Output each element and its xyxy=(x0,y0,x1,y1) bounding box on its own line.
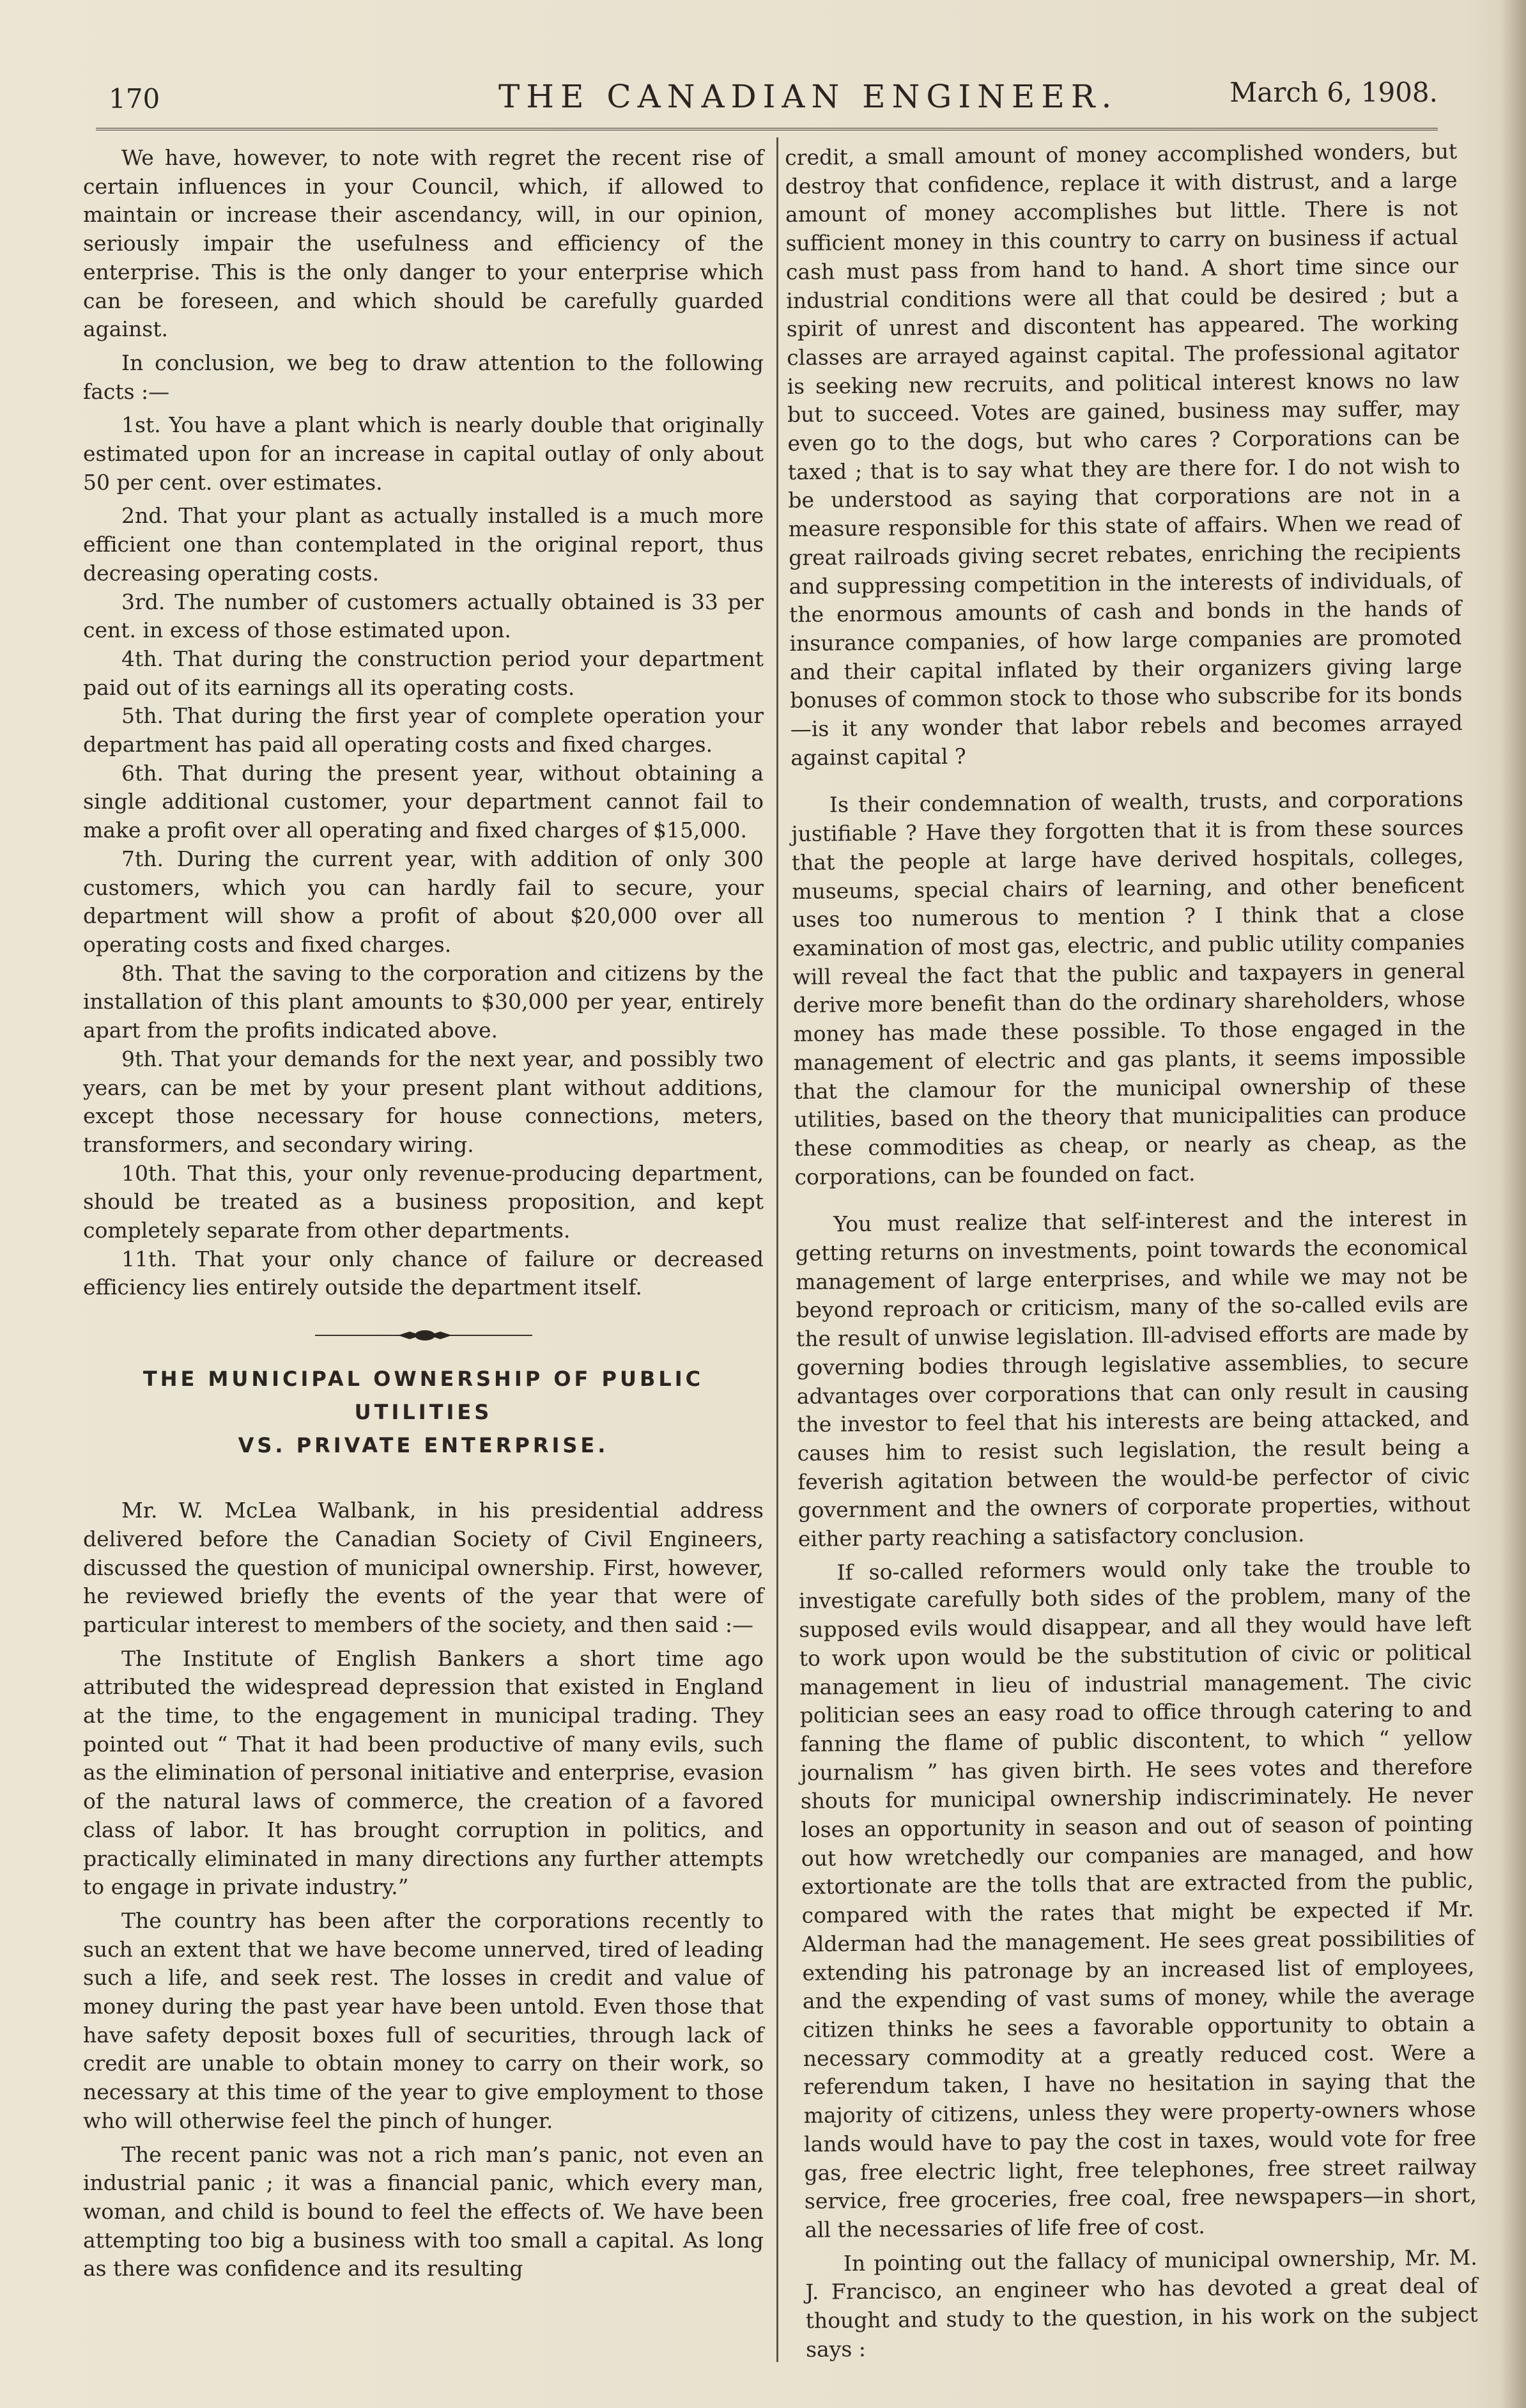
fact-item: 7th. During the current year, with addition of only 300 customers, which you can hardly fail to secure, your department will show a profit of about $20,000 over all operating costs and fixed charges. xyxy=(83,846,764,957)
section-title-line-1: THE MUNICIPAL OWNERSHIP OF PUBLIC UTILITIES xyxy=(143,1367,704,1425)
issue-date: March 6, 1908. xyxy=(1229,77,1438,108)
fact-item: 9th. That your demands for the next year, and possibly two years, can be met by your present plant without additions, except those necessary for house connections, meters, transformers, and secondary wiring. xyxy=(83,1046,764,1157)
fact-item: 10th. That this, your only revenue-producing department, should be treated as a business proposition, and kept completely separate from other departments. xyxy=(83,1160,764,1243)
column-divider xyxy=(776,137,778,2362)
journal-title: THE CANADIAN ENGINEER. xyxy=(498,78,1118,115)
fact-item: 5th. That during the first year of complete operation your department has paid all operating costs and fixed charges. xyxy=(83,703,764,757)
section-title-line-2: VS. PRIVATE ENTERPRISE. xyxy=(238,1433,609,1458)
fact-item: 3rd. The number of customers actually obtained is 33 per cent. in excess of those estimated upon. xyxy=(83,589,764,643)
title-spacer xyxy=(83,1462,764,1496)
page-number: 170 xyxy=(109,83,160,114)
paragraph: Is their condemnation of wealth, trusts, and corporations justifiable ? Have they forgotten that it is from these sources that the people at large have derived hospitals, colleges, museums, special chairs of learning, and other beneficent uses too numerous to mention ? I think that a close examination of most gas, electric, and public utility companies will reveal the fact that the public and taxpayers in general derive more benefit than do the ordinary shareholders, whose money has made these possible. To those engaged in the management of electric and gas plants, it seems impossible that the clamour for the municipal ownership of these utilities, based on the theory that municipalities can produce these commodities as cheap, or nearly as cheap, as the corporations, can be founded on fact. xyxy=(791,786,1467,1190)
fact-item: 6th. That during the present year, without obtaining a single additional customer, your department cannot fail to make a profit over all operating and fixed charges of $15,000. xyxy=(83,760,764,843)
left-column xyxy=(83,144,764,2283)
fact-item: 11th. That your only chance of failure or decreased efficiency lies entirely outside the department itself. xyxy=(83,1246,764,1300)
paragraph: You must realize that self-interest and the interest in getting returns on investments, point towards the economical management of large enterprises, and while we may not be beyond reproach or criticism, many of the so-called evils are the result of unwise legislation. Ill-advised efforts are made by governing bodies through legislative assemblies, to secure advantages over corporations that can only result in causing the investor to feel that his interests are being attacked, and causes him to resist such legislation, the result being a feverish agitation between the would-be perfector of civic government and the owners of corporate properties, without either party reaching a satisfactory conclusion. xyxy=(795,1206,1470,1551)
right-column xyxy=(785,137,1478,2364)
paragraph: credit, a small amount of money accomplished wonders, but destroy that confidence, replace it with distrust, and a large amount of money accomplishes but little. There is not sufficient money in this country to carry on business if actual cash must pass from hand to hand. A short time since our industrial conditions were all that could be desired ; but a spirit of unrest and discontent has appeared. The working classes are arrayed against capital. The professional agitator is seeking new recruits, and political interest knows no law but to succeed. Votes are gained, business may suffer, may even go to the dogs, but who cares ? Corporations can be taxed ; that is to say what they are there for. I do not wish to be understood as saying that corporations are not in a measure responsible for this state of affairs. When we read of great railroads giving secret rebates, enriching the recipients and suppressing competition in the interests of individuals, of the enormous amounts of cash and bonds in the hands of insurance companies, of how large companies are promoted and their capital inflated by their organizers giving large bonuses of common stock to those who subscribe for its bonds—is it any wonder that labor rebels and becomes arrayed against capital ? xyxy=(785,138,1463,770)
section-ornament xyxy=(315,1328,532,1343)
paragraph: The Institute of English Bankers a short time ago attributed the widespread depression that existed in England at the time, to the engagement in municipal trading. They pointed out “ That it had been productive of many evils, such as the elimination of personal initiative and enterprise, evasion of the natural laws of commerce, the creation of a favored class of labor. It has brought corruption in politics, and practically eliminated in many directions any further attempts to engage in private industry.” xyxy=(83,1645,764,1900)
page-header xyxy=(109,70,1438,121)
paragraph: The recent panic was not a rich man’s panic, not even an industrial panic ; it was a financial panic, which every man, woman, and child is bound to feel the effects of. We have been attempting too big a business with too small a capital. As long as there was confidence and its resulting xyxy=(83,2141,764,2281)
paragraph: The country has been after the corporations recently to such an extent that we have become unnerved, tired of leading such a life, and seek rest. The losses in credit and value of money during the past year have been untold. Even those that have safety deposit boxes full of securities, through lack of credit are unable to obtain money to carry on their work, so necessary at this time of the year to give employment to those who will otherwise feel the pinch of hunger. xyxy=(83,1907,764,2133)
header-rule xyxy=(96,128,1438,130)
fact-item: 4th. That during the construction period your department paid out of its earnings all its operating costs. xyxy=(83,646,764,700)
paragraph: Mr. W. McLea Walbank, in his presidential address delivered before the Canadian Society of Civil Engineers, discussed the question of municipal ownership. First, however, he reviewed briefly the events of the year that were of particular interest to members of the society, and then said :— xyxy=(83,1498,764,1637)
paragraph: In pointing out the fallacy of municipal ownership, Mr. M. J. Francisco, an engineer who has devoted a great deal of thought and study to the question, in his work on the subject says : xyxy=(805,2244,1478,2362)
paragraph: We have, however, to note with regret the recent rise of certain influences in your Council, which, if allowed to maintain or increase their ascendancy, will, in our opinion, seriously impair the usefulness and efficiency of the enterprise. This is the only danger to your enterprise which can be foreseen, and which should be carefully guarded against. xyxy=(83,145,764,342)
paragraph: If so-called reformers would only take the trouble to investigate carefully both sides of the problem, many of the supposed evils would disappear, and all they would have left to work upon would be the substitution of civic or political management in lieu of industrial management. The civic politician sees an easy road to office through catering to and fanning the flame of public discontent, to which “ yellow journalism ” has given birth. He sees votes and therefore shouts for municipal ownership indiscriminately. He never loses an opportunity in season and out of season of pointing out how wretchedly our companies are managed, and how extortionate are the tolls that are extracted from the public, compared with the rates that might be expected if Mr. Alderman had the management. He sees great possibilities of extending his patronage by an increased list of employees, and the expending of vast sums of money, while the average citizen thinks he sees a favorable opportunity to obtain a necessary commodity at a greatly reduced cost. Were a referendum taken, I have no hesitation in saying that the majority of citizens, unless they were property-owners whose lands would have to pay the cost in taxes, would vote for free gas, free electric light, free telephones, free street railway service, free groceries, free coal, free newspapers—in short, all the necessaries of life free of cost. xyxy=(798,1553,1477,2242)
paragraph: In conclusion, we beg to draw attention to the following facts :— xyxy=(83,350,764,404)
fact-item: 8th. That the saving to the corporation and citizens by the installation of this plant amounts to $30,000 per year, entirely apart from the profits indicated above. xyxy=(83,960,764,1043)
page-edge-shadow xyxy=(1500,0,1526,2408)
fact-item: 2nd. That your plant as actually installed is a much more efficient one than contemplated in the original report, thus decreasing operating costs. xyxy=(83,503,764,586)
fact-item: 1st. You have a plant which is nearly double that originally estimated upon for an increase in capital outlay of only about 50 per cent. over estimates. xyxy=(83,412,764,495)
